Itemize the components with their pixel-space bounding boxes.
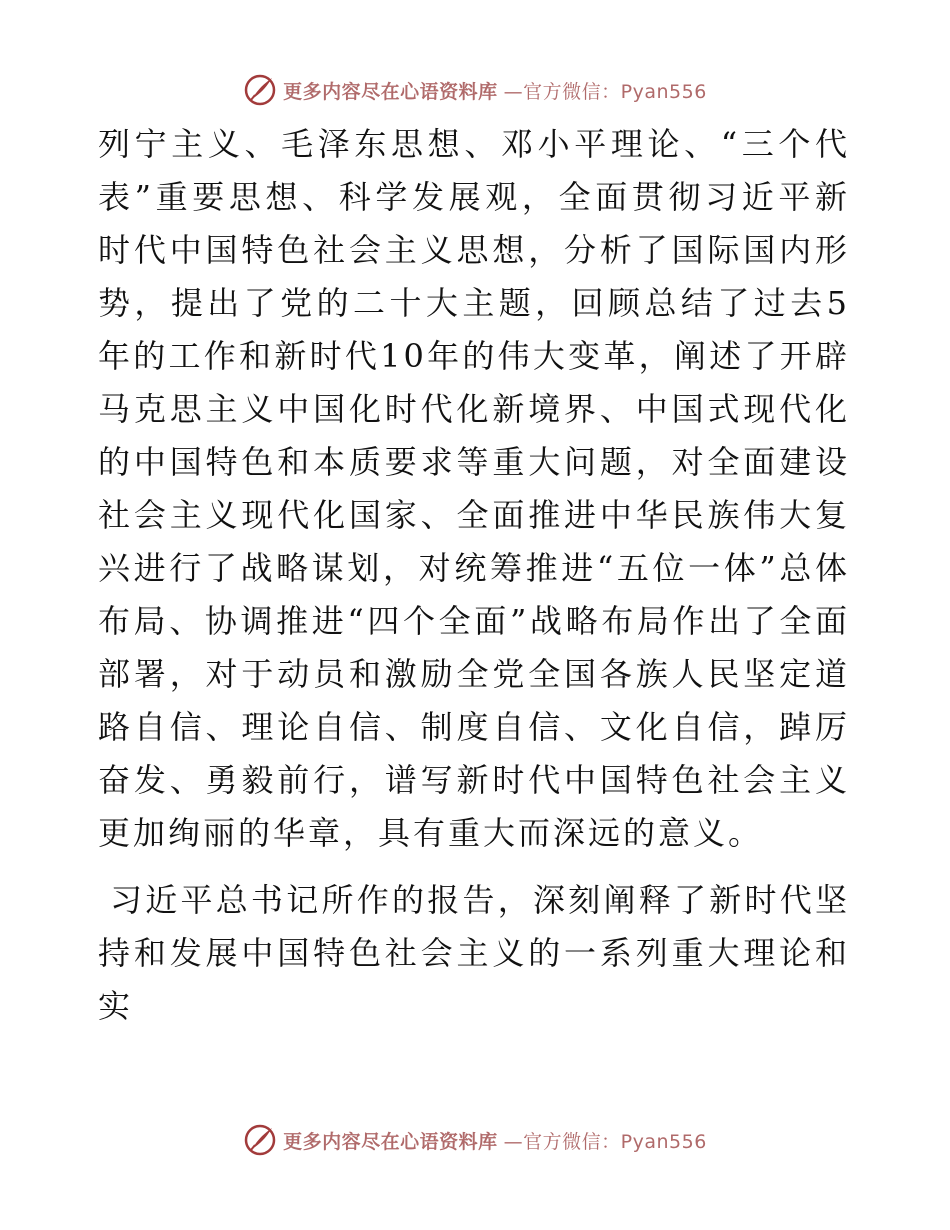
quill-logo-icon xyxy=(243,73,277,107)
quill-logo-icon xyxy=(243,1123,277,1157)
paragraph: 习近平总书记所作的报告，深刻阐释了新时代坚持和发展中国特色社会主义的一系列重大理论和实 xyxy=(98,881,850,1025)
watermark-main-text: 更多内容尽在心语资料库 xyxy=(283,1130,498,1153)
footer-watermark xyxy=(0,1120,950,1160)
paragraph: 列宁主义、毛泽东思想、邓小平理论、“三个代表”重要思想、科学发展观，全面贯彻习近平新时代中国特色社会主义思想，分析了国际国内形势，提出了党的二十大主题，回顾总结了过去5年的工作和新时代10年的伟大变革，阐述了开辟马克思主义中国化时代化新境界、中国式现代化的中国特色和本质要求等重大问题，对全面建设社会主义现代化国家、全面推进中华民族伟大复兴进行了战略谋划，对统筹推进“五位一体”总体布局、协调推进“四个全面”战略布局作出了全面部署，对于动员和激励全党全国各族人民坚定道路自信、理论自信、制度自信、文化自信，踔厉奋发、勇毅前行，谱写新时代中国特色社会主义更加绚丽的华章，具有重大而深远的意义。 xyxy=(98,125,850,852)
document-body xyxy=(98,118,850,1033)
watermark-wechat-text: —官方微信：Pyan556 xyxy=(503,1130,707,1153)
header-watermark xyxy=(0,70,950,110)
watermark-wechat-text: —官方微信：Pyan556 xyxy=(503,80,707,103)
watermark-main-text: 更多内容尽在心语资料库 xyxy=(283,80,498,103)
